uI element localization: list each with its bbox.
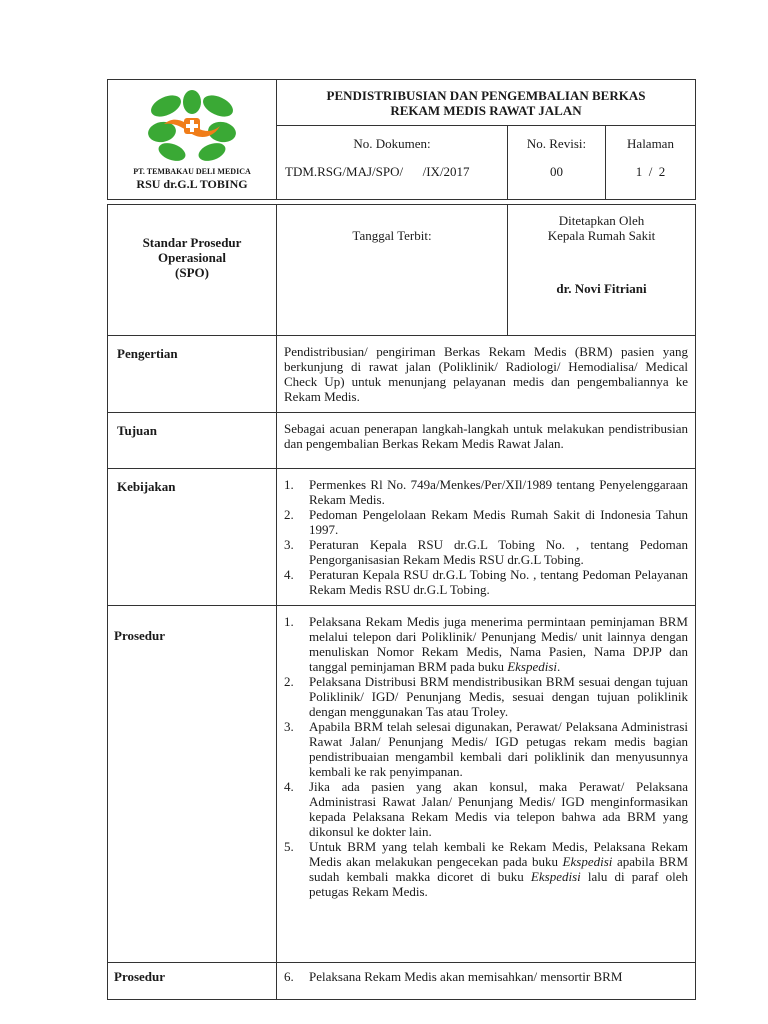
- title-line-1: PENDISTRIBUSIAN DAN PENGEMBALIAN BERKAS: [326, 88, 646, 103]
- hospital-logo-icon: [146, 88, 238, 164]
- list-item: 4. Peraturan Kepala RSU dr.G.L Tobing No. , tentang Pedoman Pelayanan Rekam Medis RSU dr.G.L Tobing.: [284, 567, 688, 597]
- kebijakan-body: [277, 469, 696, 606]
- kebijakan-list: [284, 477, 688, 597]
- logo-cross-bar: [186, 124, 198, 128]
- spo-document: [107, 79, 695, 1000]
- doc-number-value: TDM.RSG/MAJ/SPO/ /IX/2017: [285, 164, 470, 179]
- hospital-name: RSU dr.G.L TOBING: [136, 177, 248, 191]
- doc-number-label: No. Dokumen:: [353, 136, 431, 151]
- tanggal-terbit: Tanggal Terbit:: [277, 205, 508, 336]
- prosedur-continued-list: [284, 969, 688, 984]
- spo-label: [108, 205, 277, 336]
- revision-label: No. Revisi:: [526, 136, 587, 151]
- page-value: 1 / 2: [635, 164, 666, 179]
- ditetapkan-cell: [508, 205, 696, 336]
- prosedur-continued-label: Prosedur: [108, 963, 277, 1000]
- list-item: 2. Pedoman Pengelolaan Rekam Medis Rumah Sakit di Indonesia Tahun 1997.: [284, 507, 688, 537]
- pengertian-text: Pendistribusian/ pengiriman Berkas Rekam Medis (BRM) pasien yang berkunjung di rawat jalan (Poliklinik/ Radiologi/ Hemodialisa/ Medical Check Up) untuk menunjang pelayanan medis dan pengembaliannya ke Rekam Medis.: [277, 336, 696, 413]
- revision-value: 00: [550, 164, 563, 179]
- ditetapkan-line-1: Ditetapkan Oleh: [558, 213, 645, 228]
- list-item: 6. Pelaksana Rekam Medis akan memisahkan/ mensortir BRM: [284, 969, 623, 984]
- logo-leaf-shape: [156, 140, 188, 164]
- company-name: PT. TEMBAKAU DELI MEDICA: [133, 167, 251, 176]
- list-item: 5. Untuk BRM yang telah kembali ke Rekam Medis, Pelaksana Rekam Medis akan melakukan pengecekan pada buku Ekspedisi apabila BRM sudah kembali makka dicoret di buku Ekspedisi lalu di paraf oleh petugas Rekam Medis.: [284, 839, 689, 899]
- prosedur-continued-body: [277, 963, 696, 1000]
- list-item: 2. Pelaksana Distribusi BRM mendistribusikan BRM sesuai dengan tujuan Poliklinik/ IGD/ Penunjang Medis, sesuai dengan tujuan poliklinik dengan menggunakan Tas atau Troley.: [284, 674, 688, 719]
- list-item: 3. Apabila BRM telah selesai digunakan, Perawat/ Pelaksana Administrasi Rawat Jalan/ Penunjang Medis/ IGD petugas rekam medis bagian pendistribuaian mengambil kembali dari poliklinik dan menyusunnya kembali ke rak penyimpanan.: [284, 719, 688, 779]
- list-item: 3. Peraturan Kepala RSU dr.G.L Tobing No. , tentang Pedoman Pengorganisasian Rekam Medis RSU dr.G.L Tobing.: [284, 537, 688, 567]
- ditetapkan-line-2: Kepala Rumah Sakit: [547, 228, 656, 243]
- list-item: 4. Jika ada pasien yang akan konsul, maka Perawat/ Pelaksana Administrasi Rawat Jalan/ Penunjang Medis/ IGD menginformasikan kepada Pelaksana Rekam Medis via telepon bahwa ada BRM yang dikonsul ke dokter lain.: [284, 779, 688, 839]
- logo-cell: [108, 80, 277, 200]
- spo-label-line-3: (SPO): [175, 265, 209, 280]
- document-title: [277, 80, 696, 126]
- title-line-2: REKAM MEDIS RAWAT JALAN: [390, 103, 582, 118]
- list-item: 1. Pelaksana Rekam Medis juga menerima permintaan peminjaman BRM melalui telepon dari Poliklinik/ Penunjang Medis/ unit lainnya dengan menuliskan Nomor Rekam Medis, Nama Pasien, Nama DPJP dan tanggal peminjaman BRM pada buku Ekspedisi.: [284, 614, 688, 674]
- revision-cell: [508, 126, 606, 200]
- header-table: [107, 79, 696, 200]
- prosedur-body: [277, 606, 696, 963]
- logo-leaf-shape: [148, 91, 185, 121]
- logo-leaf-shape: [183, 90, 201, 114]
- spo-label-line-1: Standar Prosedur: [142, 235, 242, 250]
- logo-leaf-shape: [200, 91, 237, 121]
- signer-name: dr. Novi Fitriani: [556, 281, 647, 296]
- prosedur-list: [284, 614, 688, 899]
- tujuan-text: Sebagai acuan penerapan langkah-langkah untuk melakukan pendistribusian dan pengembalian Berkas Rekam Medis Rawat Jalan.: [277, 413, 696, 469]
- doc-number-cell: [277, 126, 508, 200]
- list-item: 1. Permenkes Rl No. 749a/Menkes/Per/XIl/1989 tentang Penyelenggaraan Rekam Medis.: [284, 477, 688, 507]
- page-cell: [606, 126, 696, 200]
- spo-label-line-2: Operasional: [158, 250, 226, 265]
- tujuan-label: Tujuan: [108, 413, 277, 469]
- prosedur-label: Prosedur: [108, 606, 277, 963]
- logo-leaf-shape: [196, 140, 228, 164]
- kebijakan-label: Kebijakan: [108, 469, 277, 606]
- pengertian-label: Pengertian: [108, 336, 277, 413]
- spo-table: [107, 204, 696, 1000]
- page-label: Halaman: [627, 136, 674, 151]
